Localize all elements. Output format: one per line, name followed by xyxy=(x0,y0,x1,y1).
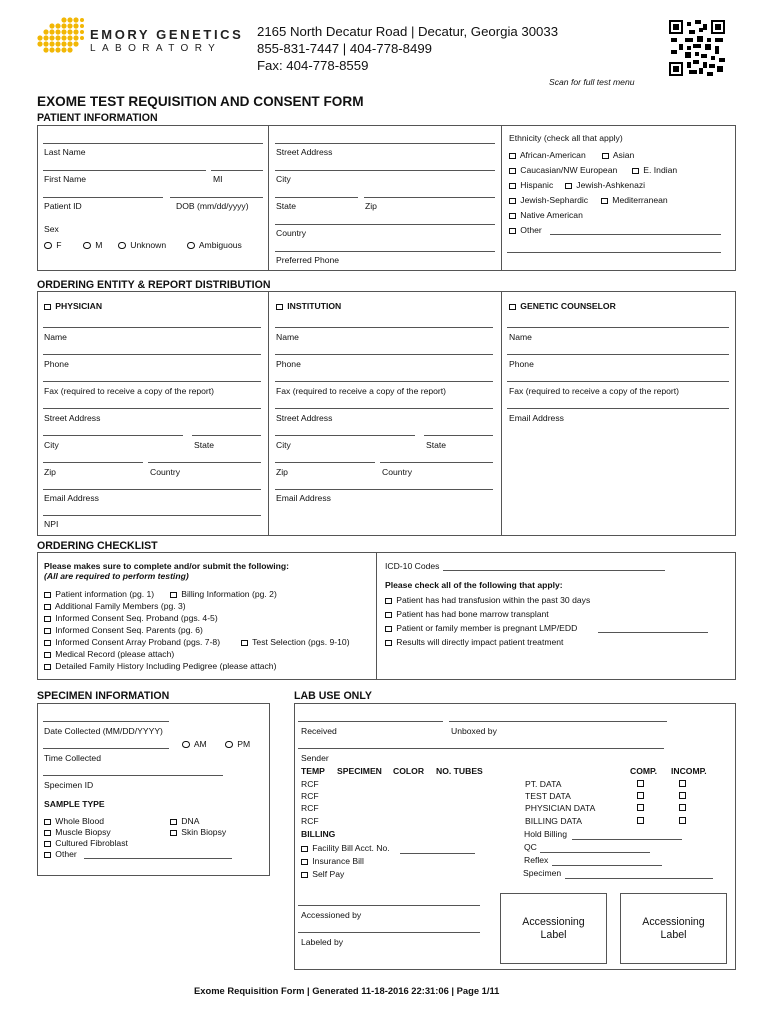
eth-native-label: Native American xyxy=(520,210,583,220)
checkbox-icon[interactable] xyxy=(44,304,51,311)
ordering-section-heading: ORDERING ENTITY & REPORT DISTRIBUTION xyxy=(37,279,271,291)
fibroblast-label: Cultured Fibroblast xyxy=(55,838,128,848)
state-label: State xyxy=(276,201,297,211)
facility-bill-label: Facility Bill Acct. No. xyxy=(312,843,390,853)
emory-logo-icon xyxy=(36,17,84,55)
physician-data-comp-checkbox[interactable] xyxy=(637,804,644,811)
check-item-patient-info[interactable] xyxy=(44,589,154,599)
state-field[interactable] xyxy=(275,197,358,198)
physician-zip-field[interactable] xyxy=(43,462,143,463)
radio-icon[interactable] xyxy=(225,741,233,749)
facility-acct-field[interactable] xyxy=(400,853,475,854)
check-item-consent-proband[interactable] xyxy=(44,613,218,623)
eth-mediterranean-label: Mediterranean xyxy=(612,195,668,205)
country-label: Country xyxy=(276,228,307,238)
sex-f-label: F xyxy=(56,240,62,250)
city-label: City xyxy=(276,174,291,184)
checkbox-icon[interactable] xyxy=(565,183,572,190)
eth-ashkenazi-option[interactable] xyxy=(565,180,645,190)
physician-country-field[interactable] xyxy=(148,462,261,463)
facility-bill-option[interactable] xyxy=(301,843,390,853)
checkbox-icon[interactable] xyxy=(170,592,177,599)
eth-african-option[interactable] xyxy=(509,150,586,160)
physician-label: PHYSICIAN xyxy=(55,301,103,311)
eth-hispanic-label: Hispanic xyxy=(520,180,554,190)
eth-asian-option[interactable] xyxy=(602,150,634,160)
sex-m-label: M xyxy=(95,240,103,250)
radio-icon[interactable] xyxy=(182,741,190,749)
physician-country-label: Country xyxy=(150,467,181,477)
checkbox-icon[interactable] xyxy=(170,819,177,826)
radio-icon[interactable] xyxy=(187,242,195,250)
counselor-phone-label: Phone xyxy=(509,359,534,369)
col-specimen: SPECIMEN xyxy=(337,766,382,776)
physician-street-label: Street Address xyxy=(44,413,101,423)
muscle-biopsy-label: Muscle Biopsy xyxy=(55,827,111,837)
eth-mediterranean-option[interactable] xyxy=(601,195,668,205)
sex-unknown-label: Unknown xyxy=(130,240,167,250)
test-data-label: TEST DATA xyxy=(525,791,571,801)
time-collected-label: Time Collected xyxy=(44,753,101,763)
specimen-lab-label: Specimen xyxy=(523,868,562,878)
eth-eindian-label: E. Indian xyxy=(643,165,678,175)
radio-icon[interactable] xyxy=(118,242,126,250)
sample-type-heading: SAMPLE TYPE xyxy=(44,799,105,809)
received-label: Received xyxy=(301,726,337,736)
form-title: EXOME TEST REQUISITION AND CONSENT FORM xyxy=(37,94,364,109)
self-pay-label: Self Pay xyxy=(312,869,345,879)
divider xyxy=(501,125,502,271)
npi-field[interactable] xyxy=(43,515,261,516)
institution-zip-field[interactable] xyxy=(275,462,375,463)
checkbox-icon[interactable] xyxy=(509,153,516,160)
sex-f-option[interactable] xyxy=(44,240,62,250)
accessioning-label-text: Accessioning Label xyxy=(642,915,705,941)
am-label: AM xyxy=(193,739,207,749)
first-name-label: First Name xyxy=(44,174,87,184)
accessioning-label-box-2 xyxy=(620,893,727,964)
billing-data-incomp-checkbox[interactable] xyxy=(679,817,686,824)
eth-ashkenazi-label: Jewish-Ashkenazi xyxy=(576,180,646,190)
check-treatment[interactable] xyxy=(385,637,563,647)
checkbox-icon[interactable] xyxy=(509,304,516,311)
check-pregnant[interactable] xyxy=(385,623,577,633)
physician-city-label: City xyxy=(44,440,59,450)
check-pregnant-label: Patient or family member is pregnant LMP/EDD xyxy=(396,623,578,633)
checkbox-icon[interactable] xyxy=(509,198,516,205)
institution-label: INSTITUTION xyxy=(287,301,342,311)
checkbox-icon[interactable] xyxy=(509,213,516,220)
skin-biopsy-option[interactable] xyxy=(170,827,226,837)
checkbox-icon[interactable] xyxy=(276,304,283,311)
labeled-field[interactable] xyxy=(298,932,480,933)
check-marrow[interactable] xyxy=(385,609,549,619)
accessioned-field[interactable] xyxy=(298,905,480,906)
divider xyxy=(376,552,377,680)
eth-other-label: Other xyxy=(520,225,542,235)
physician-email-field[interactable] xyxy=(43,489,261,490)
physician-zip-label: Zip xyxy=(44,467,56,477)
institution-phone-field[interactable] xyxy=(275,354,493,355)
counselor-email-field[interactable] xyxy=(507,408,729,409)
col-tubes: NO. TUBES xyxy=(436,766,483,776)
institution-fax-label: Fax (required to receive a copy of the report) xyxy=(276,386,447,396)
counselor-fax-field[interactable] xyxy=(507,381,729,382)
physician-email-label: Email Address xyxy=(44,493,99,503)
rcf-row-4: RCF xyxy=(301,816,319,826)
check-item-label: Informed Consent Array Proband (pgs. 7-8) xyxy=(55,637,221,647)
counselor-fax-label: Fax (required to receive a copy of the report) xyxy=(509,386,680,396)
checkbox-icon[interactable] xyxy=(301,846,308,853)
qc-field[interactable] xyxy=(540,852,650,853)
physician-state-label: State xyxy=(194,440,215,450)
institution-email-label: Email Address xyxy=(276,493,331,503)
checkbox-icon[interactable] xyxy=(44,819,51,826)
insurance-bill-label: Insurance Bill xyxy=(312,856,364,866)
pm-option[interactable] xyxy=(225,739,250,749)
institution-fax-field[interactable] xyxy=(275,381,493,382)
last-name-label: Last Name xyxy=(44,147,86,157)
sender-field[interactable] xyxy=(298,748,664,749)
physician-city-field[interactable] xyxy=(43,435,183,436)
received-field[interactable] xyxy=(298,721,443,722)
street-field[interactable] xyxy=(275,143,495,144)
zip-label: Zip xyxy=(365,201,377,211)
brand-name: EMORY GENETICS xyxy=(90,27,244,42)
counselor-email-label: Email Address xyxy=(509,413,564,423)
dob-label: DOB (mm/dd/yyyy) xyxy=(176,201,249,211)
test-data-incomp-checkbox[interactable] xyxy=(679,792,686,799)
checkbox-icon[interactable] xyxy=(509,228,516,235)
divider xyxy=(268,125,269,271)
time-collected-field[interactable] xyxy=(43,748,169,749)
check-transfusion-label: Patient has had transfusion within the past 30 days xyxy=(396,595,591,605)
checklist-intro: Please makes sure to complete and/or submit the following: xyxy=(44,561,289,571)
checkbox-icon[interactable] xyxy=(241,640,248,647)
institution-city-field[interactable] xyxy=(275,435,415,436)
physician-state-field[interactable] xyxy=(192,435,261,436)
accessioning-label-text: Accessioning Label xyxy=(522,915,585,941)
date-collected-label: Date Collected (MM/DD/YYYY) xyxy=(44,726,163,736)
pt-data-comp-checkbox[interactable] xyxy=(637,780,644,787)
eth-sephardic-option[interactable] xyxy=(509,195,588,205)
checkbox-icon[interactable] xyxy=(602,153,609,160)
physician-option[interactable] xyxy=(44,301,102,311)
eth-asian-label: Asian xyxy=(612,150,635,160)
physician-data-label: PHYSICIAN DATA xyxy=(525,803,596,813)
checkbox-icon[interactable] xyxy=(301,872,308,879)
specimen-lab-field[interactable] xyxy=(565,878,713,879)
lab-fax: Fax: 404-778-8559 xyxy=(257,58,369,73)
checkbox-icon[interactable] xyxy=(44,652,51,659)
checkbox-icon[interactable] xyxy=(44,592,51,599)
sender-label: Sender xyxy=(301,753,329,763)
check-item-family[interactable] xyxy=(44,601,186,611)
billing-data-comp-checkbox[interactable] xyxy=(637,817,644,824)
radio-icon[interactable] xyxy=(83,242,91,250)
checkbox-icon[interactable] xyxy=(509,183,516,190)
sex-ambiguous-option[interactable] xyxy=(187,240,242,250)
reflex-field[interactable] xyxy=(552,865,662,866)
mi-field[interactable] xyxy=(211,170,263,171)
date-collected-field[interactable] xyxy=(43,721,169,722)
city-field[interactable] xyxy=(275,170,495,171)
billing-data-label: BILLING DATA xyxy=(525,816,582,826)
checkbox-icon[interactable] xyxy=(44,830,51,837)
institution-country-field[interactable] xyxy=(380,462,493,463)
rcf-row-1: RCF xyxy=(301,779,319,789)
dna-option[interactable] xyxy=(170,816,199,826)
checkbox-icon[interactable] xyxy=(44,664,51,671)
unboxed-field[interactable] xyxy=(449,721,667,722)
accessioning-label-box-1 xyxy=(500,893,607,964)
col-incomp: INCOMP. xyxy=(671,766,707,776)
specimen-id-label: Specimen ID xyxy=(44,780,94,790)
qc-label: QC xyxy=(524,842,537,852)
phone-field[interactable] xyxy=(275,251,495,252)
accessioned-label: Accessioned by xyxy=(301,910,362,920)
institution-state-label: State xyxy=(426,440,447,450)
icd-field[interactable] xyxy=(443,570,665,571)
checkbox-icon[interactable] xyxy=(44,841,51,848)
qr-code-icon[interactable] xyxy=(669,20,725,76)
patient-id-label: Patient ID xyxy=(44,201,82,211)
col-color: COLOR xyxy=(393,766,425,776)
counselor-option[interactable] xyxy=(509,301,616,311)
sex-ambiguous-label: Ambiguous xyxy=(198,240,242,250)
pm-label: PM xyxy=(237,739,251,749)
rcf-row-3: RCF xyxy=(301,803,319,813)
check-item-test-selection[interactable] xyxy=(241,637,350,647)
fibroblast-option[interactable] xyxy=(44,838,128,848)
mi-label: MI xyxy=(213,174,223,184)
eth-extra-field[interactable] xyxy=(507,252,721,253)
check-item-label: Additional Family Members (pg. 3) xyxy=(54,601,186,611)
check-item-label: Billing Information (pg. 2) xyxy=(181,589,277,599)
first-name-field[interactable] xyxy=(43,170,206,171)
eth-other-field[interactable] xyxy=(550,234,721,235)
sex-m-option[interactable] xyxy=(83,240,102,250)
reflex-label: Reflex xyxy=(524,855,549,865)
other-sample-option[interactable] xyxy=(44,849,77,859)
check-item-consent-parents[interactable] xyxy=(44,625,203,635)
physician-street-field[interactable] xyxy=(43,408,261,409)
check-item-label: Patient information (pg. 1) xyxy=(55,589,155,599)
rcf-row-2: RCF xyxy=(301,791,319,801)
physician-data-incomp-checkbox[interactable] xyxy=(679,804,686,811)
check-item-consent-array[interactable] xyxy=(44,637,220,647)
check-item-label: Medical Record (please attach) xyxy=(55,649,175,659)
checkbox-icon[interactable] xyxy=(385,640,392,647)
phone-label: Preferred Phone xyxy=(276,255,340,265)
checklist-intro-note: (All are required to perform testing) xyxy=(44,571,189,581)
page-footer: Exome Requisition Form | Generated 11-18-2016 22:31:06 | Page 1/11 xyxy=(194,985,500,996)
am-option[interactable] xyxy=(182,739,207,749)
icd-label: ICD-10 Codes xyxy=(385,561,440,571)
check-item-label: Test Selection (pgs. 9-10) xyxy=(252,637,350,647)
checkbox-icon[interactable] xyxy=(44,640,51,647)
specimen-id-field[interactable] xyxy=(43,775,223,776)
check-item-label: Informed Consent Seq. Proband (pgs. 4-5) xyxy=(55,613,218,623)
checkbox-icon[interactable] xyxy=(509,168,516,175)
other-sample-label: Other xyxy=(55,849,77,859)
institution-phone-label: Phone xyxy=(276,359,301,369)
eth-other-option[interactable] xyxy=(509,225,542,235)
hold-billing-label: Hold Billing xyxy=(524,829,567,839)
checkbox-icon[interactable] xyxy=(170,830,177,837)
check-item-billing[interactable] xyxy=(170,589,277,599)
check-transfusion[interactable] xyxy=(385,595,590,605)
pt-data-label: PT. DATA xyxy=(525,779,562,789)
institution-city-label: City xyxy=(276,440,291,450)
institution-country-label: Country xyxy=(382,467,413,477)
checkbox-icon[interactable] xyxy=(44,604,51,611)
checkbox-icon[interactable] xyxy=(44,616,51,623)
checkbox-icon[interactable] xyxy=(385,626,392,633)
patient-section-heading: PATIENT INFORMATION xyxy=(37,112,158,124)
dna-label: DNA xyxy=(181,816,200,826)
skin-biopsy-label: Skin Biopsy xyxy=(181,827,227,837)
checkbox-icon[interactable] xyxy=(632,168,639,175)
check-item-pedigree[interactable] xyxy=(44,661,276,671)
sex-unknown-option[interactable] xyxy=(118,240,166,250)
sex-label: Sex xyxy=(44,224,59,234)
ethnicity-label: Ethnicity (check all that apply) xyxy=(509,133,623,143)
street-label: Street Address xyxy=(276,147,333,157)
lab-phones: 855-831-7447 | 404-778-8499 xyxy=(257,41,433,56)
checkbox-icon[interactable] xyxy=(385,598,392,605)
eth-eindian-option[interactable] xyxy=(632,165,677,175)
npi-label: NPI xyxy=(44,519,59,529)
brand-subtitle: LABORATORY xyxy=(90,43,222,54)
institution-zip-label: Zip xyxy=(276,467,288,477)
checkbox-icon[interactable] xyxy=(44,852,51,859)
check-marrow-label: Patient has had bone marrow transplant xyxy=(396,609,549,619)
checklist-section-heading: ORDERING CHECKLIST xyxy=(37,540,158,552)
physician-name-label: Name xyxy=(44,332,67,342)
specimen-section-heading: SPECIMEN INFORMATION xyxy=(37,690,170,702)
whole-blood-option[interactable] xyxy=(44,816,104,826)
unboxed-label: Unboxed by xyxy=(451,726,497,736)
dob-field[interactable] xyxy=(170,197,263,198)
institution-email-field[interactable] xyxy=(275,489,493,490)
institution-option[interactable] xyxy=(276,301,341,311)
test-data-comp-checkbox[interactable] xyxy=(637,792,644,799)
eth-sephardic-label: Jewish-Sephardic xyxy=(520,195,589,205)
eth-hispanic-option[interactable] xyxy=(509,180,553,190)
check-treatment-label: Results will directly impact patient treatment xyxy=(396,637,564,647)
muscle-biopsy-option[interactable] xyxy=(44,827,111,837)
institution-street-label: Street Address xyxy=(276,413,333,423)
hold-billing-field[interactable] xyxy=(572,839,682,840)
counselor-name-field[interactable] xyxy=(507,327,729,328)
institution-name-field[interactable] xyxy=(275,327,493,328)
check-item-medical-record[interactable] xyxy=(44,649,174,659)
labeled-label: Labeled by xyxy=(301,937,344,947)
lab-section-heading: LAB USE ONLY xyxy=(294,690,372,702)
whole-blood-label: Whole Blood xyxy=(55,816,105,826)
self-pay-option[interactable] xyxy=(301,869,344,879)
eth-caucasian-option[interactable] xyxy=(509,165,617,175)
patient-id-field[interactable] xyxy=(43,197,163,198)
counselor-label: GENETIC COUNSELOR xyxy=(520,301,616,311)
institution-name-label: Name xyxy=(276,332,299,342)
scan-hint: Scan for full test menu xyxy=(549,77,635,87)
radio-icon[interactable] xyxy=(44,242,52,250)
last-name-field[interactable] xyxy=(43,143,263,144)
checkbox-icon[interactable] xyxy=(385,612,392,619)
physician-phone-field[interactable] xyxy=(43,354,261,355)
other-sample-field[interactable] xyxy=(84,858,232,859)
counselor-name-label: Name xyxy=(509,332,532,342)
institution-street-field[interactable] xyxy=(275,408,493,409)
checkbox-icon[interactable] xyxy=(601,198,608,205)
billing-heading: BILLING xyxy=(301,829,336,839)
zip-field[interactable] xyxy=(364,197,495,198)
col-temp: TEMP xyxy=(301,766,325,776)
country-field[interactable] xyxy=(275,224,495,225)
checkbox-icon[interactable] xyxy=(44,628,51,635)
physician-name-field[interactable] xyxy=(43,327,261,328)
apply-heading: Please check all of the following that apply: xyxy=(385,580,563,590)
lmp-field[interactable] xyxy=(598,632,708,633)
eth-caucasian-label: Caucasian/NW European xyxy=(520,165,618,175)
checkbox-icon[interactable] xyxy=(301,859,308,866)
eth-native-option[interactable] xyxy=(509,210,583,220)
counselor-phone-field[interactable] xyxy=(507,354,729,355)
physician-fax-field[interactable] xyxy=(43,381,261,382)
col-comp: COMP. xyxy=(630,766,658,776)
check-item-label: Detailed Family History Including Pedigree (please attach) xyxy=(55,661,277,671)
insurance-bill-option[interactable] xyxy=(301,856,364,866)
physician-fax-label: Fax (required to receive a copy of the report) xyxy=(44,386,215,396)
check-item-label: Informed Consent Seq. Parents (pg. 6) xyxy=(55,625,203,635)
pt-data-incomp-checkbox[interactable] xyxy=(679,780,686,787)
divider xyxy=(501,291,502,536)
physician-phone-label: Phone xyxy=(44,359,69,369)
lab-address: 2165 North Decatur Road | Decatur, Georgia 30033 xyxy=(257,24,559,39)
divider xyxy=(268,291,269,536)
institution-state-field[interactable] xyxy=(424,435,493,436)
eth-african-label: African-American xyxy=(519,150,586,160)
